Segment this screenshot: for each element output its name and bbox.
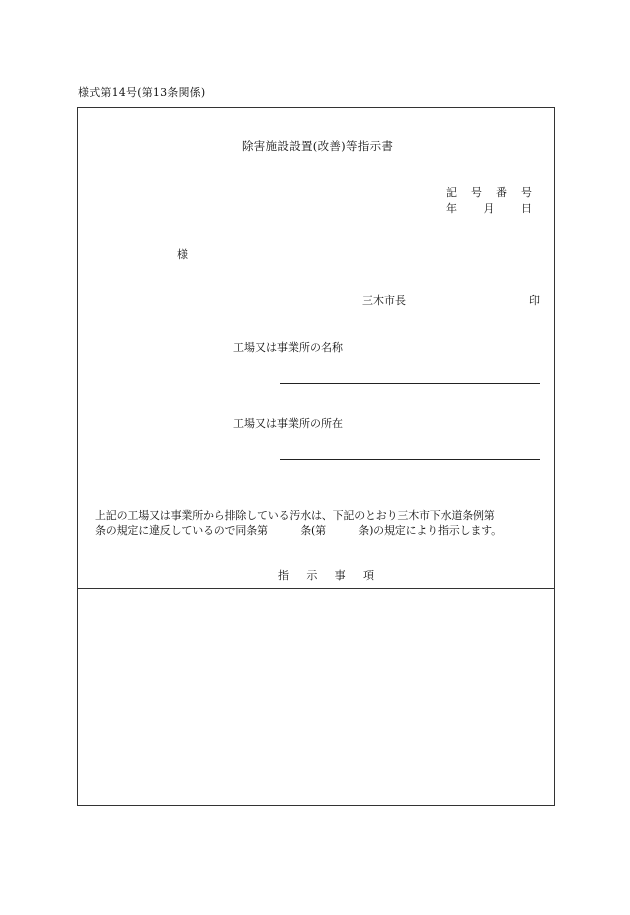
form-frame bbox=[77, 107, 555, 806]
facility-address-label: 工場又は事業所の所在 bbox=[233, 417, 343, 430]
date-year-label: 年 bbox=[446, 202, 457, 215]
facility-address-line[interactable] bbox=[280, 459, 540, 460]
form-number: 様式第14号(第13条関係) bbox=[78, 86, 206, 99]
section-divider bbox=[78, 588, 554, 589]
date-month-label: 月 bbox=[483, 202, 495, 215]
facility-name-line[interactable] bbox=[280, 383, 540, 384]
body-text-line-2: 条の規定に違反しているので同条第 条(第 条)の規定により指示します。 bbox=[95, 524, 502, 537]
instruction-heading-char: 指 bbox=[278, 569, 289, 582]
reference-number-row bbox=[446, 186, 532, 199]
reference-char: 号 bbox=[471, 186, 482, 199]
instruction-heading-char: 項 bbox=[362, 569, 374, 582]
recipient-honorific: 様 bbox=[177, 248, 188, 261]
date-day-label: 日 bbox=[521, 202, 532, 215]
instruction-heading bbox=[278, 569, 374, 582]
document-title: 除害施設設置(改善)等指示書 bbox=[242, 139, 394, 153]
reference-char: 記 bbox=[446, 186, 457, 199]
body-text-line-1: 上記の工場又は事業所から排除している汚水は、下記のとおり三木市下水道条例第 bbox=[95, 509, 495, 522]
issuer-name: 三木市長 bbox=[362, 294, 406, 307]
facility-name-label: 工場又は事業所の名称 bbox=[233, 341, 343, 354]
date-row bbox=[446, 202, 532, 215]
reference-char: 番 bbox=[496, 186, 507, 199]
seal-mark: 印 bbox=[529, 294, 540, 307]
instruction-heading-char: 示 bbox=[306, 569, 318, 582]
reference-char: 号 bbox=[521, 186, 532, 199]
instruction-heading-char: 事 bbox=[334, 569, 346, 582]
